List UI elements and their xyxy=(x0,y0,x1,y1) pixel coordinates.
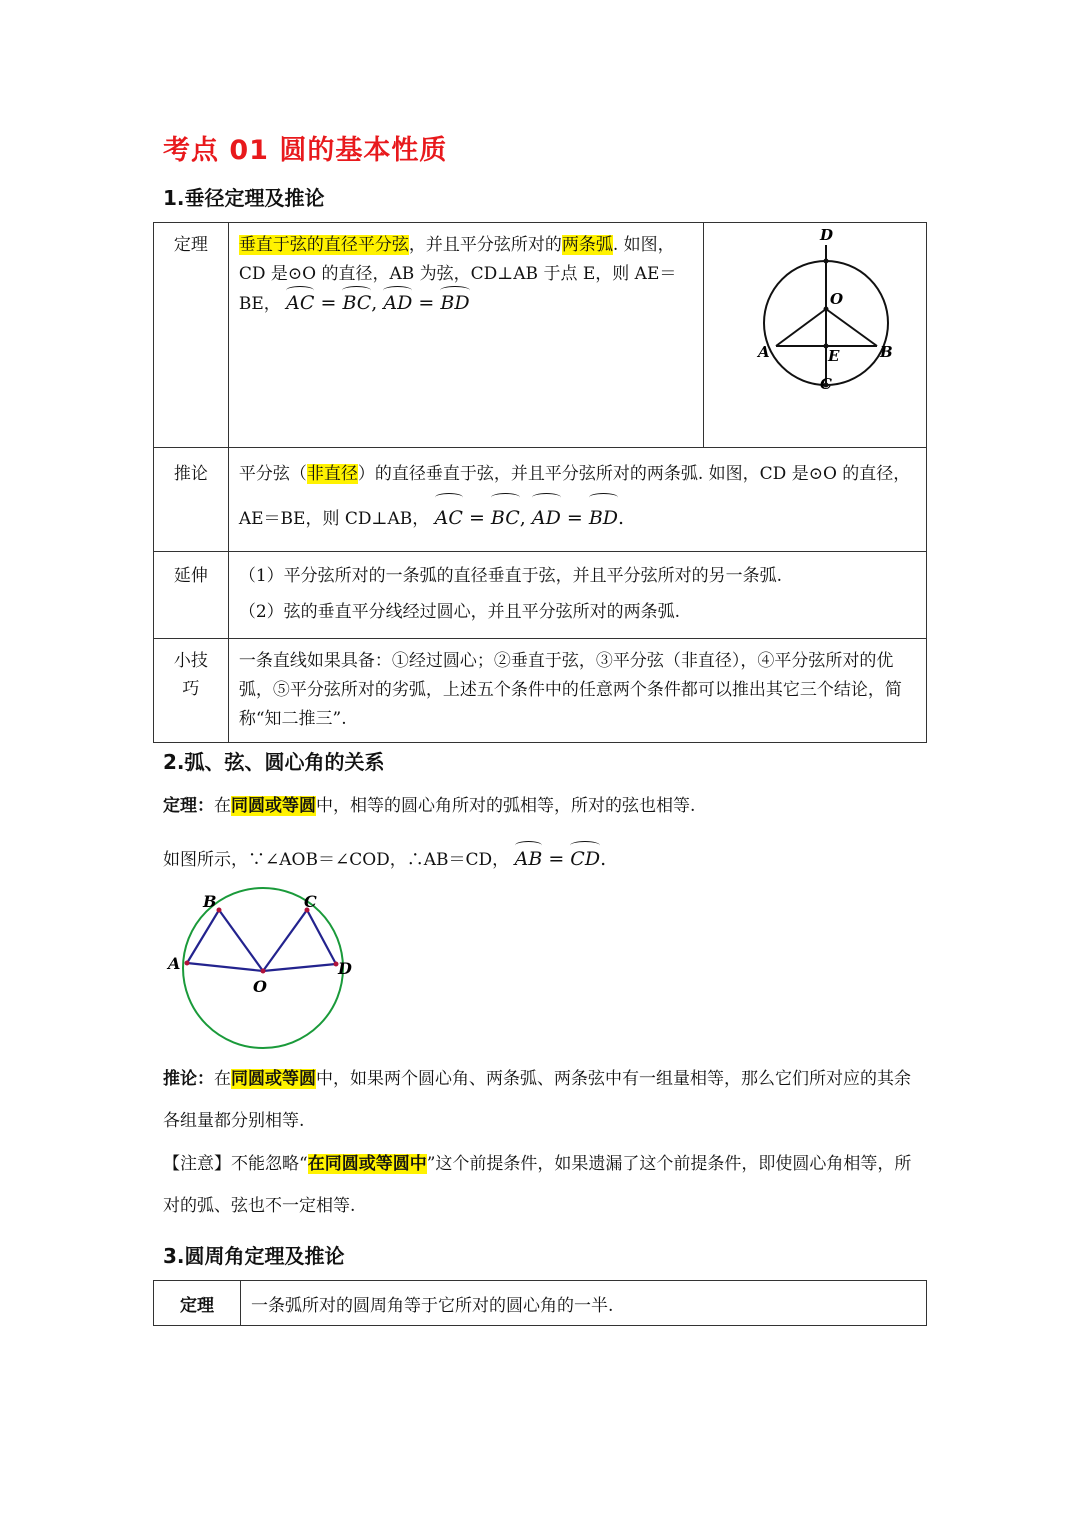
corollary-text-1: 平分弦（ xyxy=(238,464,307,484)
central-angle-circle xyxy=(183,888,343,1048)
inscribed-angle-text: 一条弧所对的圆周角等于它所对的圆心角的一半. xyxy=(241,1281,927,1326)
extension-line-2: （2）弦的垂直平分线经过圆心，并且平分弦所对的两条弧. xyxy=(238,602,681,622)
inscribed-angle-table xyxy=(153,1280,927,1326)
arc-bd: BD xyxy=(440,289,469,318)
arc-chord-corollary-post: 中，如果两个圆心角、两条弧、两条弦中有一组量相等，那么它们所对应的其余各组量都分别相等. xyxy=(163,1069,911,1131)
note-pre: 不能忽略“ xyxy=(231,1154,308,1174)
perpendicular-diameter-table xyxy=(153,222,927,743)
chords-ab-cd xyxy=(187,910,336,971)
corollary-highlight: 非直径 xyxy=(306,464,358,484)
tip-label-line-1: 小技 xyxy=(173,651,208,671)
label-b-2: B xyxy=(203,892,217,911)
central-angle-figure xyxy=(160,885,370,1055)
point-b-2 xyxy=(217,908,222,913)
inscribed-angle-label: 定理 xyxy=(154,1281,241,1326)
label-d-2: D xyxy=(338,959,352,978)
point-d xyxy=(823,259,828,264)
point-o xyxy=(823,307,828,312)
tip-text: 一条直线如果具备：①经过圆心；②垂直于弦，③平分弦（非直径），④平分弦所对的优弧，⑤平分弦所对的劣弧，上述五个条件中的任意两个条件都可以推出其它三个结论，简称“知二推三”. xyxy=(228,639,926,743)
extension-text xyxy=(228,552,926,639)
section2-heading: 2.弧、弦、圆心角的关系 xyxy=(163,750,385,774)
point-a-2 xyxy=(185,961,190,966)
label-a: A xyxy=(757,343,770,361)
arc-ab: AB xyxy=(515,844,543,874)
theorem-highlight-2: 两条弧 xyxy=(561,235,613,255)
theorem-text-2: . 如图，CD 是⊙O 的直径，AB 为弦，CD⊥AB 于点 E，则 AE＝BE， xyxy=(238,235,677,314)
corollary-text-2: ）的直径垂直于弦，并且平分弦所对的两条弧. 如图，CD 是⊙O 的直径，AE＝BE，则 CD⊥AB， xyxy=(238,464,911,529)
label-c: C xyxy=(819,375,832,393)
tip-label xyxy=(154,639,229,743)
radius-oa-2 xyxy=(187,963,263,971)
corollary-text xyxy=(228,448,926,552)
theorem-text xyxy=(228,223,703,448)
theorem-arc-equation: AC = BC, AD = BD xyxy=(286,292,469,314)
label-b: B xyxy=(879,343,893,361)
corollary-arc-equation: AC = BC, AD = BD. xyxy=(435,507,624,529)
arc-bc: BC xyxy=(342,289,371,318)
arc-ad: AD xyxy=(383,289,412,318)
theorem-highlight-1: 垂直于弦的直径平分弦 xyxy=(238,235,409,255)
arc-chord-example xyxy=(163,844,923,875)
label-o: O xyxy=(829,290,844,308)
arc-chord-note xyxy=(163,1143,923,1227)
arc-cd: CD xyxy=(570,844,600,874)
perpendicular-diameter-figure xyxy=(704,223,926,437)
perpendicular-figure-cell xyxy=(703,223,926,448)
arc-chord-theorem-post: 中，相等的圆心角所对的弧相等，所对的弦也相等. xyxy=(316,796,696,816)
theorem-text-1: ，并且平分弦所对的 xyxy=(408,235,562,255)
section3-heading: 3.圆周角定理及推论 xyxy=(163,1244,345,1268)
point-o-2 xyxy=(261,969,266,974)
extension-label: 延伸 xyxy=(154,552,229,639)
arc-ac: AC xyxy=(286,289,314,318)
label-c-2: C xyxy=(304,892,317,911)
label-e: E xyxy=(827,347,840,365)
arc-bc-2: BC xyxy=(491,496,520,540)
arc-chord-example-text: 如图所示，∵∠AOB＝∠COD，∴AB＝CD， xyxy=(163,850,510,870)
arc-chord-corollary xyxy=(163,1058,923,1142)
arc-ad-2: AD xyxy=(532,496,561,540)
arc-bd-2: BD xyxy=(589,496,618,540)
corollary-label: 推论 xyxy=(154,448,229,552)
arc-chord-example-equation: AB = CD. xyxy=(515,848,607,870)
arc-chord-corollary-pre: 在 xyxy=(214,1069,231,1089)
arc-chord-theorem-pre: 在 xyxy=(214,796,231,816)
note-highlight: 在同圆或等圆中 xyxy=(307,1154,427,1174)
arc-chord-theorem-highlight: 同圆或等圆 xyxy=(231,796,316,816)
arc-chord-corollary-highlight: 同圆或等圆 xyxy=(231,1069,316,1089)
radius-oa xyxy=(776,309,826,346)
arc-chord-corollary-label: 推论： xyxy=(163,1069,214,1089)
arc-chord-theorem xyxy=(163,791,923,821)
page-title: 考点 01 圆的基本性质 xyxy=(163,135,448,166)
radius-ob xyxy=(826,309,877,346)
radius-od-2 xyxy=(263,964,336,971)
arc-chord-theorem-label: 定理： xyxy=(163,796,214,816)
arc-ac-2: AC xyxy=(435,496,463,540)
label-a-2: A xyxy=(168,954,181,973)
section1-heading: 1.垂径定理及推论 xyxy=(163,186,325,210)
label-o-2: O xyxy=(253,977,267,996)
extension-line-1: （1）平分弦所对的一条弧的直径垂直于弦，并且平分弦所对的另一条弧. xyxy=(238,566,783,586)
theorem-label: 定理 xyxy=(154,223,229,448)
note-label: 【注意】 xyxy=(163,1154,231,1174)
note-post: ”这个前提条件，如果遗漏了这个前提条件，即使圆心角相等，所对的弧、弦也不一定相等. xyxy=(163,1154,912,1216)
label-d: D xyxy=(819,226,833,244)
tip-label-line-2: 巧 xyxy=(182,679,200,699)
